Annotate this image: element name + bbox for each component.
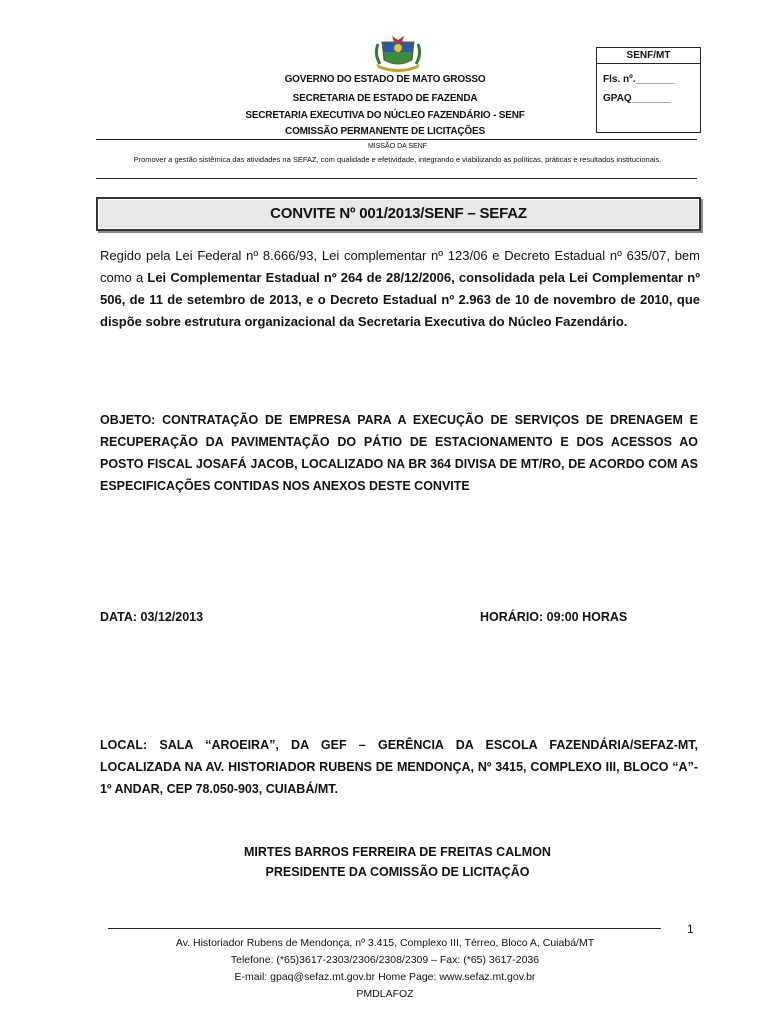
header-comissao: COMISSÃO PERMANENTE DE LICITAÇÕES: [285, 126, 485, 137]
header-rule-bottom: [96, 178, 697, 179]
footer: [0, 935, 770, 1003]
footer-address: Av. Historiador Rubens de Mendonça, nº 3.415, Complexo III, Térreo, Bloco A, Cuiabá/MT: [175, 937, 595, 949]
footer-code: PMDLAFOZ: [356, 988, 414, 1000]
fls-field: Fls. nº._______: [603, 74, 675, 85]
signature-block: [0, 842, 770, 882]
page-number: 1: [687, 922, 694, 936]
signature-role: PRESIDENTE DA COMISSÃO DE LICITAÇÃO: [265, 865, 530, 879]
header-senf: SECRETARIA EXECUTIVA DO NÚCLEO FAZENDÁRIO - SENF: [245, 110, 525, 121]
signature-name: MIRTES BARROS FERREIRA DE FREITAS CALMON: [244, 845, 551, 859]
horario-field: HORÁRIO: 09:00 HORAS: [480, 610, 628, 624]
local-paragraph: LOCAL: SALA “AROEIRA”, DA GEF – GERÊNCIA DA ESCOLA FAZENDÁRIA/SEFAZ-MT, LOCALIZADA NA AV. HISTORIADOR RUBENS DE MENDONÇA, Nº 3415, COMPLEXO III, BLOCO “A”- 1º ANDAR, CEP 78.050-903, CUIABÁ/MT.: [100, 738, 698, 796]
missao-title: MISSÃO DA SENF: [367, 143, 428, 150]
coat-of-arms-icon: [372, 34, 424, 74]
header-government: GOVERNO DO ESTADO DE MATO GROSSO: [284, 74, 486, 85]
missao-text: Promover a gestão sistêmica das atividades na SEFAZ, com qualidade e efetividade, integrando e viabilizando as políticas, práticas e resultados institucionais.: [133, 155, 662, 164]
gpaq-field: GPAQ_______: [603, 93, 671, 104]
footer-rule: [108, 928, 661, 929]
footer-email: E-mail: gpaq@sefaz.mt.gov.br Home Page: www.sefaz.mt.gov.br: [234, 971, 536, 983]
footer-phone: Telefone: (*65)3617-2303/2306/2308/2309 – Fax: (*65) 3617-2036: [230, 954, 540, 966]
header-secretaria: SECRETARIA DE ESTADO DE FAZENDA: [292, 93, 478, 104]
intro-paragraph: [100, 245, 700, 333]
objeto-paragraph: OBJETO: CONTRATAÇÃO DE EMPRESA PARA A EXECUÇÃO DE SERVIÇOS DE DRENAGEM E RECUPERAÇÃO DA PAVIMENTAÇÃO DO PÁTIO DE ESTACIONAMENTO E DOS ACESSOS AO POSTO FISCAL JOSAFÁ JACOB, LOCALIZADO NA BR 364 DIVISA DE MT/RO, DE ACORDO COM AS ESPECIFICAÇÕES CONTIDAS NOS ANEXOS DESTE CONVITE: [100, 413, 698, 493]
document-title: CONVITE Nº 001/2013/SENF – SEFAZ: [96, 197, 701, 231]
header-rule-top: [96, 139, 697, 140]
protocol-box-title: SENF/MT: [597, 48, 700, 64]
data-field: DATA: 03/12/2013: [100, 610, 204, 624]
protocol-box: [596, 47, 701, 133]
intro-bold: Lei Complementar Estadual nº 264 de 28/12/2006, consolidada pela Lei Complementar nº 506, de 11 de setembro de 2013, e o Decreto Estadual nº 2.963 de 10 de novembro de 2010, que dispõe sobre estrutura organizacional da Secretaria Executiva do Núcleo Fazendário.: [100, 270, 700, 329]
intro-normal: Regido pela Lei Federal nº 8.666/93, Lei complementar nº 123/06 e Decreto Estadual nº 635/07, bem como a: [100, 248, 700, 285]
